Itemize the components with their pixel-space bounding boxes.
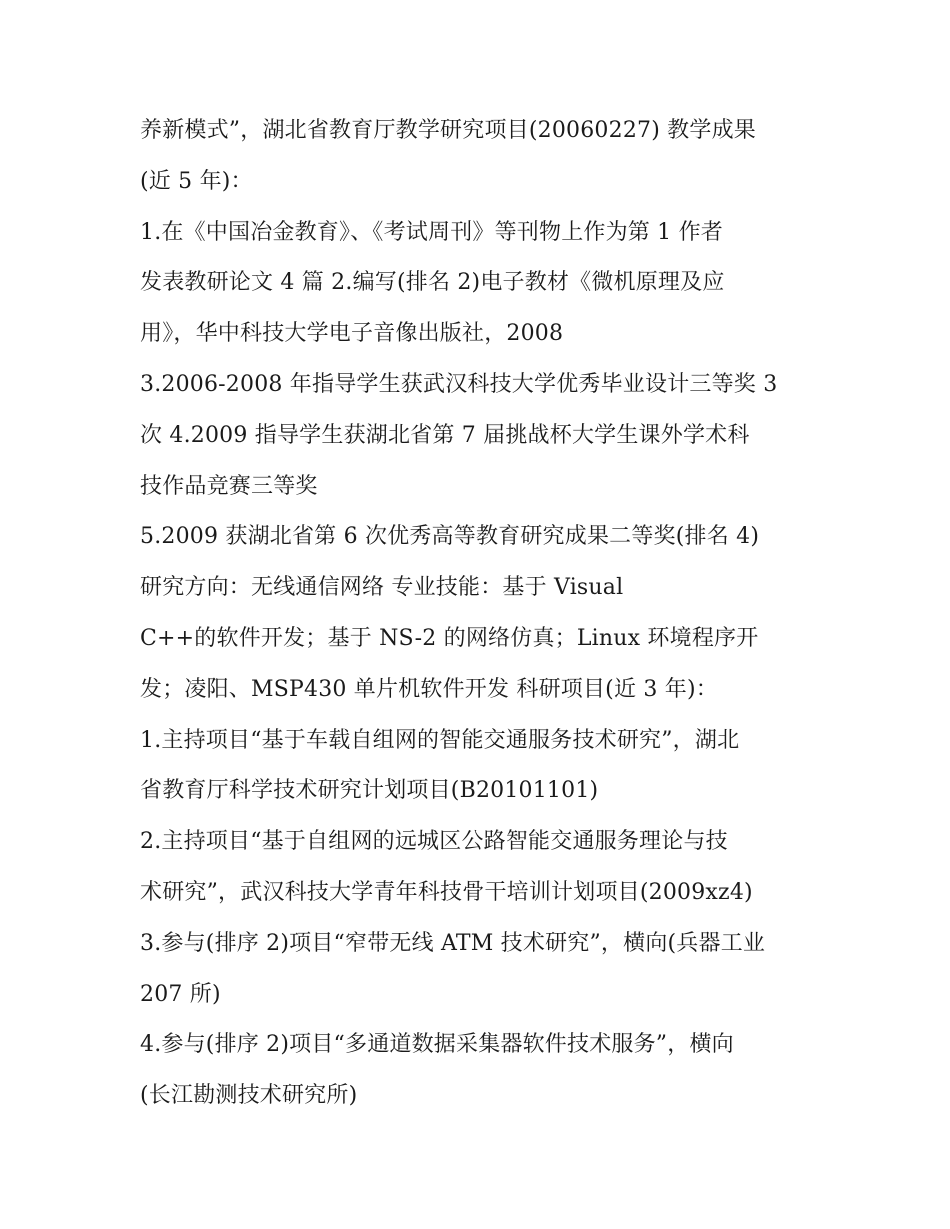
text-line: 省教育厅科学技术研究计划项目(B20101101) — [140, 778, 599, 804]
text-line: 养新模式”，湖北省教育厅教学研究项目(20060227) 教学成果 — [140, 118, 756, 143]
text-line: 用》，华中科技大学电子音像出版社，2008 — [140, 321, 564, 347]
text-line: C++的软件开发；基于 NS-2 的网络仿真；Linux 环境程序开 — [140, 625, 759, 651]
text-line: 研究方向：无线通信网络 专业技能：基于 Visual — [140, 575, 624, 601]
text-line: 2.主持项目“基于自组网的远城区公路智能交通服务理论与技 — [140, 829, 728, 855]
text-line: 技作品竞赛三等奖 — [140, 473, 318, 499]
text-line: (近 5 年)： — [140, 168, 253, 194]
document-body — [140, 106, 830, 1122]
text-line: 3.2006-2008 年指导学生获武汉科技大学优秀毕业设计三等奖 3 — [140, 371, 778, 397]
text-line: 术研究”，武汉科技大学青年科技骨干培训计划项目(2009xz4) — [140, 879, 753, 905]
text-line: 次 4.2009 指导学生获湖北省第 7 届挑战杯大学生课外学术科 — [140, 422, 750, 448]
text-line: 207 所) — [140, 981, 221, 1007]
text-line: 3.参与(排序 2)项目“窄带无线 ATM 技术研究”，横向(兵器工业 — [140, 930, 766, 956]
text-line: 发；凌阳、MSP430 单片机软件开发 科研项目(近 3 年)： — [140, 676, 718, 702]
text-line: 1.在《中国冶金教育》、《考试周刊》等刊物上作为第 1 作者 — [140, 219, 723, 245]
text-line: 发表教研论文 4 篇 2.编写(排名 2)电子教材《微机原理及应 — [140, 270, 725, 296]
text-line: 1.主持项目“基于车载自组网的智能交通服务技术研究”，湖北 — [140, 727, 740, 753]
text-line: 5.2009 获湖北省第 6 次优秀高等教育研究成果二等奖(排名 4) — [140, 524, 760, 550]
text-line: (长江勘测技术研究所) — [140, 1083, 358, 1109]
text-line: 4.参与(排序 2)项目“多通道数据采集器软件技术服务”，横向 — [140, 1032, 734, 1058]
